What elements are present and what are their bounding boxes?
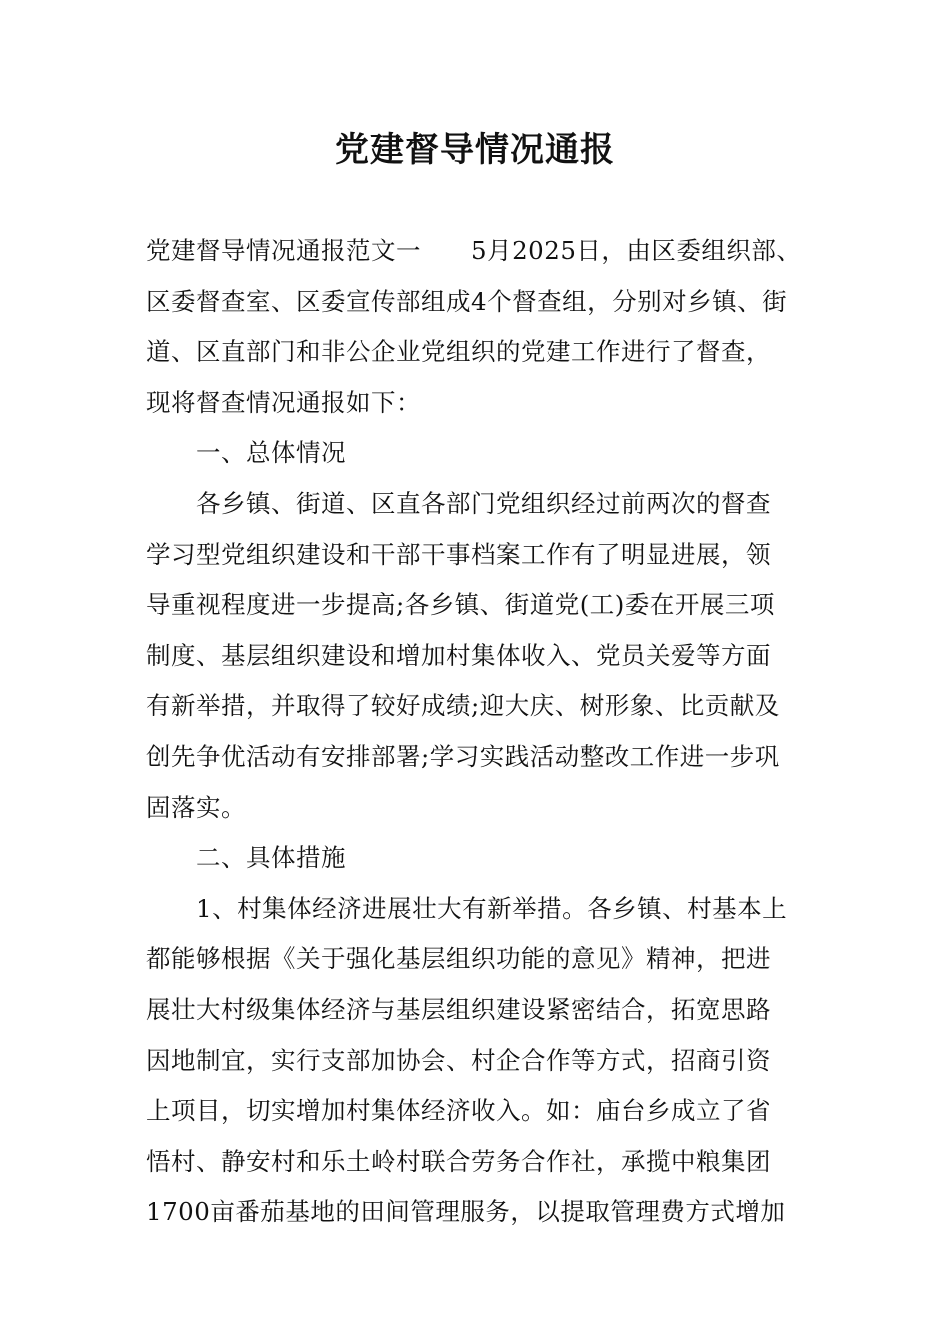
body-line: 1700亩番茄基地的田间管理服务，以提取管理费方式增加 [146, 1197, 786, 1227]
body-line: 悟村、静安村和乐土岭村联合劳务合作社，承揽中粮集团 [146, 1146, 771, 1176]
body-line: 都能够根据《关于强化基层组织功能的意见》精神，把进 [146, 944, 771, 974]
body-line: 固落实。 [146, 792, 246, 822]
section-heading: 一、总体情况 [196, 438, 346, 468]
section-heading: 二、具体措施 [196, 843, 346, 873]
body-line: 展壮大村级集体经济与基层组织建设紧密结合，拓宽思路 [146, 994, 771, 1024]
body-line: 区委督查室、区委宣传部组成4个督查组，分别对乡镇、街 [146, 286, 788, 316]
body-line: 导重视程度进一步提高;各乡镇、街道党(工)委在开展三项 [146, 590, 775, 620]
body-line: 学习型党组织建设和干部干事档案工作有了明显进展，领 [146, 539, 771, 569]
body-line: 1、村集体经济进展壮大有新举措。各乡镇、村基本上 [196, 893, 788, 923]
document-body [146, 226, 808, 1238]
body-line: 制度、基层组织建设和增加村集体收入、党员关爱等方面 [146, 640, 771, 670]
body-line: 因地制宜，实行支部加协会、村企合作等方式，招商引资 [146, 1045, 771, 1075]
document-title: 党建督导情况通报 [335, 130, 615, 170]
body-line: 有新举措，并取得了较好成绩;迎大庆、树形象、比贡献及 [146, 691, 780, 721]
body-line: 党建督导情况通报范文一 5月2025日，由区委组织部、 [146, 236, 802, 265]
body-line: 创先争优活动有安排部署;学习实践活动整改工作进一步巩 [146, 741, 780, 771]
body-line: 现将督查情况通报如下： [146, 387, 421, 417]
body-line: 各乡镇、街道、区直各部门党组织经过前两次的督查 [196, 488, 771, 518]
body-line: 上项目，切实增加村集体经济收入。如：庙台乡成立了省 [146, 1096, 771, 1126]
body-line: 道、区直部门和非公企业党组织的党建工作进行了督查， [146, 337, 771, 367]
